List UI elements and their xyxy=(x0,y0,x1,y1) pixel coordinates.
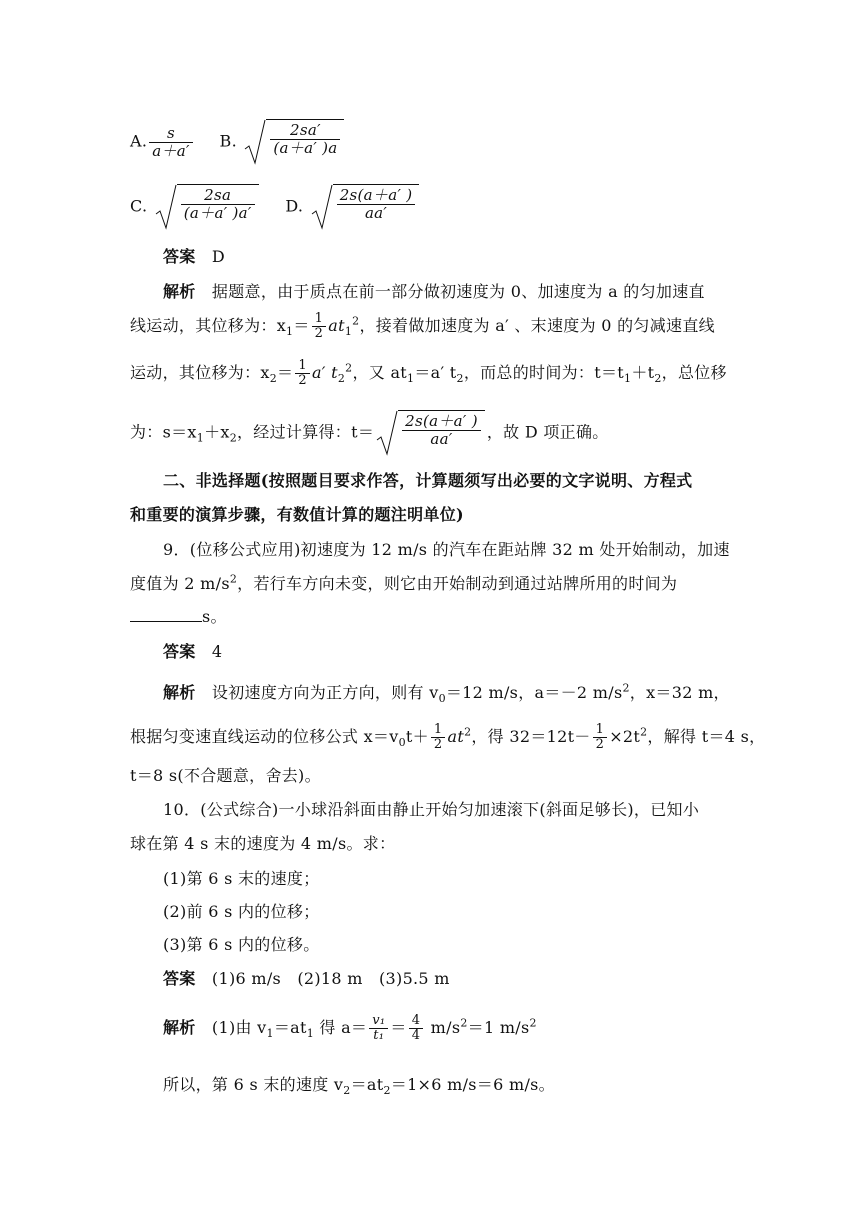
time-radical xyxy=(376,410,485,456)
q9-analysis-line-2 xyxy=(130,722,766,752)
fraction-denominator: 2 xyxy=(433,737,443,752)
one-half-fraction xyxy=(312,312,327,341)
q10-line-1: 10．(公式综合)一小球沿斜面由静止开始匀加速滚下(斜面足够长)，已知小 xyxy=(163,800,700,819)
option-c-numerator: 2sa xyxy=(181,187,255,205)
answer-value: D xyxy=(211,247,226,266)
q9-analysis-line-1 xyxy=(163,680,763,706)
subscript: 2 xyxy=(229,431,237,445)
fraction-denominator: aa′ xyxy=(430,430,453,448)
options-row-cd xyxy=(130,184,730,230)
subscript: 1 xyxy=(624,372,632,386)
subscript: 2 xyxy=(337,372,346,386)
answer-value: (1)6 m/s (2)18 m (3)5.5 m xyxy=(211,969,450,988)
q8-analysis-line-4 xyxy=(130,410,730,456)
analysis-text: ，总位移 xyxy=(661,363,727,382)
superscript: 2 xyxy=(345,361,353,375)
option-a-fraction xyxy=(149,125,193,160)
equals-sign: ＝ xyxy=(293,316,310,335)
q10-analysis-line-2 xyxy=(163,1072,763,1098)
analysis-text: ，接着做加速度为 a′ 、末速度为 0 的匀减速直线 xyxy=(359,316,715,335)
fraction-numerator: 2s(a＋a′ ) xyxy=(402,413,481,431)
analysis-text: ，故 D 项正确。 xyxy=(486,422,609,442)
option-b-numerator: 2sa′ xyxy=(270,122,340,140)
formula-text: ＋t xyxy=(631,363,655,382)
analysis-text: ，x＝32 m， xyxy=(629,683,730,702)
q9-answer xyxy=(163,639,763,665)
subscript: 1 xyxy=(344,325,353,339)
fraction-numerator: v₁ xyxy=(369,1014,388,1029)
subscript: 2 xyxy=(269,372,278,386)
one-half-fraction xyxy=(593,723,608,752)
equals-sign: ＝ xyxy=(390,1018,407,1037)
superscript: 2 xyxy=(640,725,648,739)
option-b-denominator: (a＋a′ )a xyxy=(273,139,338,157)
formula-text: ＝1 m/s xyxy=(467,1018,530,1037)
formula-text: ＝at xyxy=(273,1018,307,1037)
acceleration-fraction xyxy=(369,1014,388,1043)
option-a-numerator: s xyxy=(149,125,193,143)
superscript: 2 xyxy=(352,314,360,328)
subscript: 1 xyxy=(266,1027,274,1041)
answer-blank xyxy=(130,605,202,622)
fraction-denominator: 2 xyxy=(314,326,324,341)
formula-text: ＋x xyxy=(204,422,230,442)
subscript: 1 xyxy=(306,1027,315,1041)
q8-analysis-line-2 xyxy=(130,312,730,341)
subscript: 2 xyxy=(456,372,464,386)
equals-sign: ＝ xyxy=(277,363,294,382)
superscript: 2 xyxy=(229,572,238,586)
option-b-label: B. xyxy=(219,131,237,151)
options-row-ab xyxy=(130,119,730,165)
fraction-denominator: t₁ xyxy=(373,1028,385,1043)
question-text: ，若行车方向未变，则它由开始制动到通过站牌所用的时间为 xyxy=(237,574,678,593)
superscript: 2 xyxy=(529,1016,537,1030)
q10-subquestion-3: (3)第 6 s 内的位移。 xyxy=(163,935,320,954)
radical-sign-icon xyxy=(311,184,333,230)
answer-value: 4 xyxy=(211,642,223,661)
analysis-text: 所以，第 6 s 末的速度 v xyxy=(163,1075,344,1094)
option-a-label: A. xyxy=(130,131,148,151)
formula-text: ＝a′ t xyxy=(414,363,457,382)
analysis-label: 解析 xyxy=(163,683,196,702)
question-text: 度值为 2 m/s xyxy=(130,574,230,593)
fraction-numerator: 1 xyxy=(431,723,446,738)
subscript: 1 xyxy=(196,431,205,445)
fraction-denominator: 2 xyxy=(298,373,307,388)
radical-sign-icon xyxy=(155,184,177,230)
fraction-numerator: 4 xyxy=(409,1014,424,1029)
formula-text: at xyxy=(328,316,345,335)
section-heading-line-2: 和重要的演算步骤，有数值计算的题注明单位) xyxy=(130,505,464,524)
fraction-denominator: 4 xyxy=(411,1028,421,1043)
analysis-text: 设初速度方向为正方向，则有 v xyxy=(211,683,439,702)
analysis-text: 据题意，由于质点在前一部分做初速度为 0、加速度为 a 的匀加速直 xyxy=(211,282,705,301)
option-b-radical xyxy=(244,119,344,165)
subscript: 1 xyxy=(407,372,415,386)
subscript: 2 xyxy=(654,372,662,386)
subscript: 0 xyxy=(398,736,406,750)
radical-sign-icon xyxy=(376,410,398,456)
option-a-denominator: a＋a′ xyxy=(152,141,190,160)
fraction-numerator: 1 xyxy=(312,312,327,327)
formula-text: ＝at xyxy=(350,1075,384,1094)
q8-analysis-line-1 xyxy=(163,279,763,305)
analysis-text: ，而总的时间为：t＝t xyxy=(463,363,624,382)
fraction-denominator: 2 xyxy=(595,737,605,752)
option-c-denominator: (a＋a′ )a′ xyxy=(183,204,252,222)
analysis-text: ＝1×6 m/s＝6 m/s。 xyxy=(390,1075,555,1094)
q8-analysis-line-3 xyxy=(130,359,730,388)
option-c-label: C. xyxy=(130,196,148,216)
analysis-text: 为：s＝x xyxy=(130,422,197,442)
unit-text: m/s xyxy=(425,1018,461,1037)
subscript: 1 xyxy=(286,325,294,339)
q10-line-2: 球在第 4 s 末的速度为 4 m/s。求： xyxy=(130,834,396,853)
analysis-text: (1)由 v xyxy=(211,1018,267,1037)
subscript: 0 xyxy=(438,692,446,706)
formula-text: at xyxy=(447,727,465,746)
option-c-radical xyxy=(155,184,259,230)
analysis-label: 解析 xyxy=(163,282,196,301)
q10-answer xyxy=(163,966,763,992)
superscript: 2 xyxy=(464,725,472,739)
formula-text: a′ t xyxy=(311,363,338,382)
analysis-text: ，经过计算得：t＝ xyxy=(237,422,375,442)
analysis-text: ＝12 m/s，a＝－2 m/s xyxy=(445,683,623,702)
analysis-text: ，又 at xyxy=(352,363,408,382)
superscript: 2 xyxy=(460,1016,468,1030)
q10-analysis-line-1 xyxy=(163,1014,763,1043)
four-over-four-fraction xyxy=(409,1014,424,1043)
option-d-denominator: aa′ xyxy=(364,204,388,222)
q10-subquestion-1: (1)第 6 s 末的速度； xyxy=(163,869,320,888)
subscript: 2 xyxy=(383,1084,391,1098)
q9-line-2 xyxy=(130,571,730,597)
question-text: s。 xyxy=(202,607,227,626)
formula-text: t＋ xyxy=(405,727,429,746)
q9-line-3 xyxy=(130,604,730,630)
analysis-text: ，得 32＝12t－ xyxy=(471,727,591,746)
answer-label: 答案 xyxy=(163,247,196,266)
fraction-numerator: 1 xyxy=(295,359,310,374)
analysis-text: 根据匀变速直线运动的位移公式 x＝v xyxy=(130,727,399,746)
q9-line-1: 9．(位移公式应用)初速度为 12 m/s 的汽车在距站牌 32 m 处开始制动，加速 xyxy=(163,540,730,559)
option-d-numerator: 2s(a＋a′ ) xyxy=(337,187,416,205)
section-heading-line-1: 二、非选择题(按照题目要求作答，计算题须写出必要的文字说明、方程式 xyxy=(163,471,693,490)
subscript: 2 xyxy=(343,1084,351,1098)
option-d-label: D. xyxy=(285,196,304,216)
analysis-text: 线运动，其位移为：x xyxy=(130,316,287,335)
analysis-text: 运动，其位移为：x xyxy=(130,363,270,382)
formula-text: ×2t xyxy=(609,727,641,746)
q10-subquestion-2: (2)前 6 s 内的位移； xyxy=(163,902,320,921)
one-half-fraction xyxy=(295,359,310,388)
q8-answer xyxy=(163,244,763,270)
superscript: 2 xyxy=(622,681,630,695)
answer-label: 答案 xyxy=(163,969,196,988)
answer-label: 答案 xyxy=(163,642,196,661)
analysis-label: 解析 xyxy=(163,1018,196,1037)
option-d-radical xyxy=(311,184,420,230)
one-half-fraction xyxy=(431,723,446,752)
radical-sign-icon xyxy=(244,119,266,165)
fraction-numerator: 1 xyxy=(593,723,608,738)
analysis-text: 得 a＝ xyxy=(314,1018,368,1037)
q9-analysis-line-3: t＝8 s(不合题意，舍去)。 xyxy=(130,766,321,785)
analysis-text: ，解得 t＝4 s， xyxy=(647,727,766,746)
